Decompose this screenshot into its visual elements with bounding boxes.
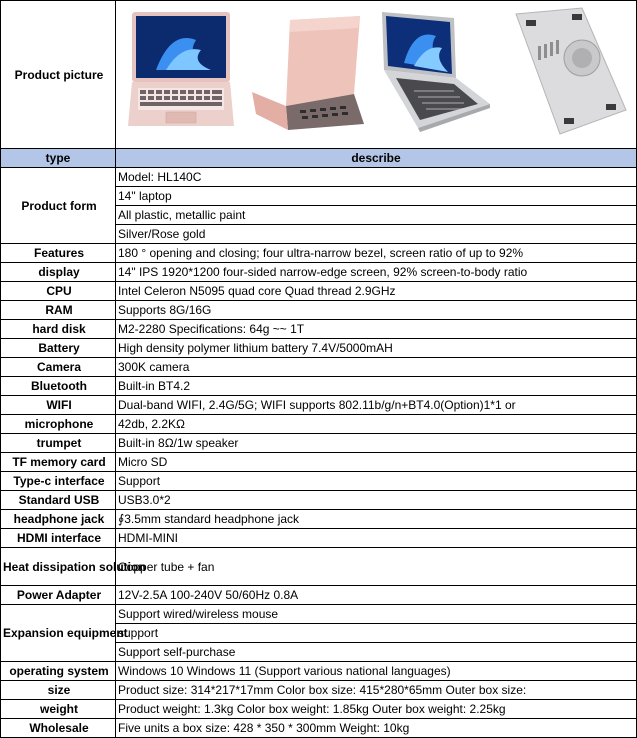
- row-label: Type-c interface: [1, 472, 116, 491]
- header-type: type: [1, 149, 116, 168]
- table-row: [1, 263, 637, 282]
- row-value: Dual-band WIFI, 2.4G/5G; WIFI supports 802.11b/g/n+BT4.0(Option)1*1 or: [116, 396, 637, 415]
- table-header-row: [1, 149, 637, 168]
- row-label: size: [1, 681, 116, 700]
- table-row: [1, 339, 637, 358]
- row-value: Windows 10 Windows 11 (Support various national languages): [116, 662, 637, 681]
- row-label: Battery: [1, 339, 116, 358]
- row-value: Product size: 314*217*17mm Color box size: 415*280*65mm Outer box size:: [116, 681, 637, 700]
- laptop-pink-front-icon: [126, 10, 236, 132]
- row-label: Product form: [1, 168, 116, 244]
- laptop-silver-bottom-icon: [502, 6, 630, 140]
- table-row: [1, 662, 637, 681]
- picture-label: Product picture: [1, 1, 116, 149]
- row-label: Power Adapter: [1, 586, 116, 605]
- row-value: Built-in BT4.2: [116, 377, 637, 396]
- row-value: Support: [116, 472, 637, 491]
- row-label: microphone: [1, 415, 116, 434]
- table-row: [1, 301, 637, 320]
- row-value: Support self-purchase: [116, 643, 637, 662]
- row-value: 14" IPS 1920*1200 four-sided narrow-edge screen, 92% screen-to-body ratio: [116, 263, 637, 282]
- row-value: Model: HL140C: [116, 168, 637, 187]
- row-value: 14" laptop: [116, 187, 637, 206]
- laptop-pink-back-icon: [248, 14, 366, 134]
- row-label: operating system: [1, 662, 116, 681]
- row-label: Heat dissipation solution: [1, 548, 116, 586]
- row-value: Product weight: 1.3kg Color box weight: 1.85kg Outer box weight: 2.25kg: [116, 700, 637, 719]
- table-row: [1, 529, 637, 548]
- row-value: ∮3.5mm standard headphone jack: [116, 510, 637, 529]
- row-value: Silver/Rose gold: [116, 225, 637, 244]
- row-label: HDMI interface: [1, 529, 116, 548]
- row-label: RAM: [1, 301, 116, 320]
- row-label: trumpet: [1, 434, 116, 453]
- table-row: [1, 700, 637, 719]
- row-label: WIFI: [1, 396, 116, 415]
- row-value: USB3.0*2: [116, 491, 637, 510]
- table-row: [1, 681, 637, 700]
- table-row: [1, 491, 637, 510]
- row-value: Built-in 8Ω/1w speaker: [116, 434, 637, 453]
- row-value: 42db, 2.2KΩ: [116, 415, 637, 434]
- row-label: TF memory card: [1, 453, 116, 472]
- row-value: M2-2280 Specifications: 64g ~~ 1T: [116, 320, 637, 339]
- row-value: HDMI-MINI: [116, 529, 637, 548]
- picture-cell: [116, 1, 637, 149]
- row-label: hard disk: [1, 320, 116, 339]
- table-row: [1, 396, 637, 415]
- picture-row: [1, 1, 637, 149]
- table-row: [1, 434, 637, 453]
- row-label: CPU: [1, 282, 116, 301]
- table-row: [1, 320, 637, 339]
- table-row: [1, 415, 637, 434]
- row-value: Supports 8G/16G: [116, 301, 637, 320]
- table-row: [1, 510, 637, 529]
- row-label: headphone jack: [1, 510, 116, 529]
- table-row: [1, 244, 637, 263]
- table-row: [1, 472, 637, 491]
- laptop-silver-rotated-icon: [374, 8, 492, 134]
- row-value: 300K camera: [116, 358, 637, 377]
- row-label: display: [1, 263, 116, 282]
- row-value: Micro SD: [116, 453, 637, 472]
- row-value: Intel Celeron N5095 quad core Quad thread 2.9GHz: [116, 282, 637, 301]
- row-value: 180 ° opening and closing; four ultra-narrow bezel, screen ratio of up to 92%: [116, 244, 637, 263]
- row-label: Camera: [1, 358, 116, 377]
- row-label: Features: [1, 244, 116, 263]
- row-label: Wholesale: [1, 719, 116, 738]
- table-row: [1, 168, 637, 187]
- row-value: Five units a box size: 428 * 350 * 300mm Weight: 10kg: [116, 719, 637, 738]
- row-value: 12V-2.5A 100-240V 50/60Hz 0.8A: [116, 586, 637, 605]
- row-label: Standard USB: [1, 491, 116, 510]
- table-row: [1, 548, 637, 586]
- table-row: [1, 377, 637, 396]
- row-value: High density polymer lithium battery 7.4V/5000mAH: [116, 339, 637, 358]
- row-label: Bluetooth: [1, 377, 116, 396]
- row-value: Support wired/wireless mouse: [116, 605, 637, 624]
- table-row: [1, 586, 637, 605]
- table-row: [1, 719, 637, 738]
- table-row: [1, 282, 637, 301]
- table-row: [1, 605, 637, 624]
- row-value: Copper tube + fan: [116, 548, 637, 586]
- table-row: [1, 358, 637, 377]
- row-label: Expansion equipment: [1, 605, 116, 662]
- table-row: [1, 453, 637, 472]
- row-value: All plastic, metallic paint: [116, 206, 637, 225]
- header-describe: describe: [116, 149, 637, 168]
- row-value: support: [116, 624, 637, 643]
- row-label: weight: [1, 700, 116, 719]
